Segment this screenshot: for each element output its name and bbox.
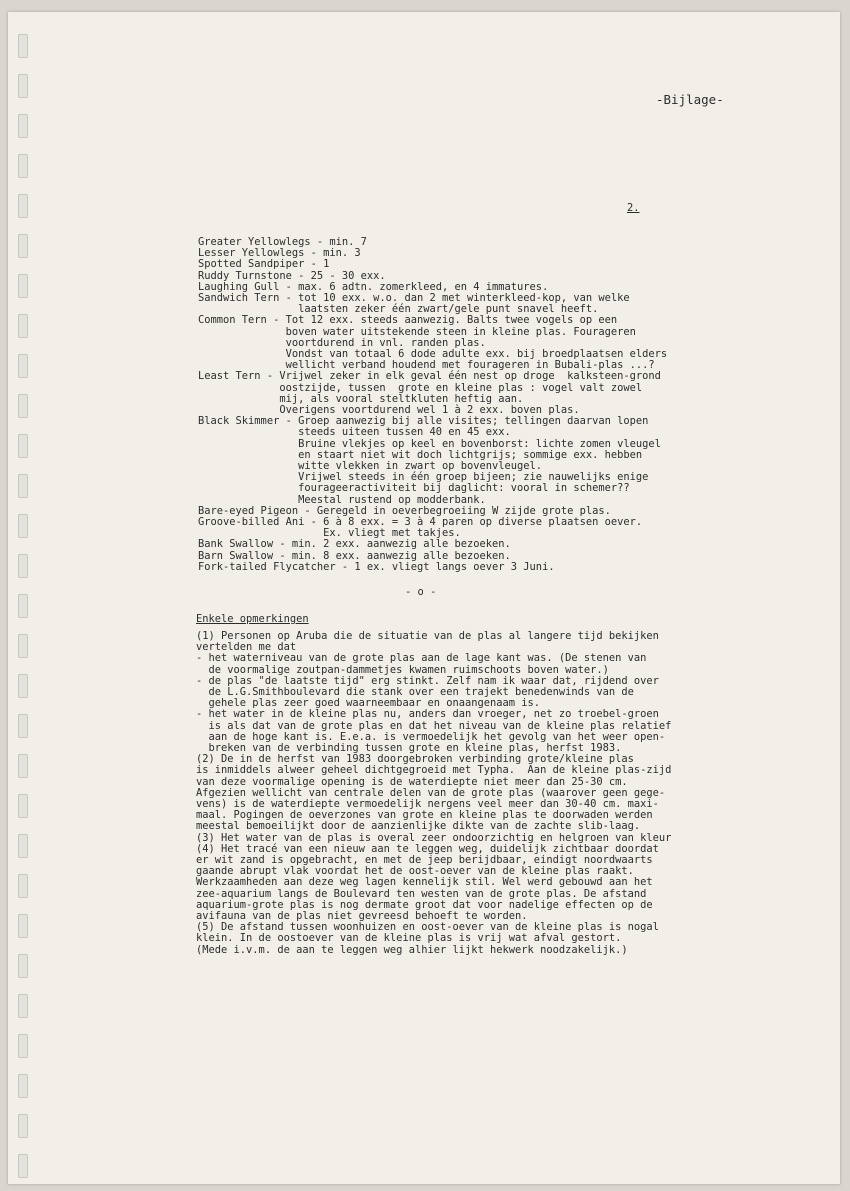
species-line: mij, als vooral steltkluten heftig aan.	[198, 392, 524, 405]
species-line: laatsten zeker één zwart/gele punt snavel heeft.	[198, 303, 599, 316]
binding-hole	[18, 114, 28, 138]
binding-hole	[18, 594, 28, 618]
binding-hole	[18, 474, 28, 498]
remark-line: vertelden me dat	[196, 641, 297, 654]
binding-hole	[18, 154, 28, 178]
species-line: boven water uitstekende steen in kleine plas. Fourageren	[198, 325, 636, 338]
binding-hole	[18, 354, 28, 378]
binding-hole	[18, 74, 28, 98]
binding-hole	[18, 874, 28, 898]
species-line: Fork-tailed Flycatcher - 1 ex. vliegt langs oever 3 Juni.	[198, 560, 555, 573]
remark-line: (2) De in de herfst van 1983 doorgebroken verbinding grote/kleine plas	[196, 753, 634, 766]
binding-hole	[18, 314, 28, 338]
binding-hole	[18, 1114, 28, 1138]
remark-line: er wit zand is opgebracht, en met de jeep berijdbaar, eindigt noordwaarts	[196, 854, 653, 866]
species-line: Black Skimmer - Groep aanwezig bij alle visites; tellingen daarvan lopen	[198, 415, 649, 428]
species-line: Bank Swallow - min. 2 exx. aanwezig alle bezoeken.	[198, 538, 511, 551]
binding-hole	[18, 34, 28, 58]
remark-line: gehele plas zeer goed waarneembaar en onaangenaam is.	[196, 697, 541, 710]
bijlage-label: -Bijlage-	[656, 92, 724, 107]
species-line: Laughing Gull - max. 6 adtn. zomerkleed, en 4 immatures.	[198, 280, 549, 293]
remark-line: (Mede i.v.m. de aan te leggen weg alhier lijkt hekwerk noodzakelijk.)	[196, 943, 628, 956]
species-line: Ex. vliegt met takjes.	[198, 527, 461, 540]
binding-hole	[18, 434, 28, 458]
species-line: steeds uiteen tussen 40 en 45 exx.	[198, 426, 511, 439]
species-line: Spotted Sandpiper - 1	[198, 258, 330, 271]
remark-line: breken van de verbinding tussen grote en kleine plas, herfst 1983.	[196, 742, 622, 754]
species-line: fourageeractiviteit bij daglicht: vooral in schemer??	[198, 482, 630, 495]
species-line: Ruddy Turnstone - 25 - 30 exx.	[198, 269, 386, 282]
binding-hole	[18, 994, 28, 1018]
binding-hole	[18, 554, 28, 578]
species-line: Vondst van totaal 6 dode adulte exx. bij broedplaatsen elders	[198, 348, 668, 360]
remark-line: - het water in de kleine plas nu, anders dan vroeger, net zo troebel-groen	[196, 708, 659, 721]
remark-line: (5) De afstand tussen woonhuizen en oost-oever van de kleine plas is nogal	[196, 921, 659, 934]
remark-line: - de plas "de laatste tijd" erg stinkt. Zelf nam ik waar dat, rijdend over	[196, 674, 659, 687]
remark-line: (1) Personen op Aruba die de situatie van de plas al langere tijd bekijken	[196, 630, 659, 642]
remark-line: gaande abrupt vlak voordat het de oost-oever van de kleine plas raakt.	[196, 865, 634, 878]
binding-hole	[18, 514, 28, 538]
species-line: wellicht verband houdend met fourageren in Bubali-plas ...?	[198, 359, 655, 372]
remark-line: zee-aquarium langs de Boulevard ten westen van de grote plas. De afstand	[196, 887, 647, 900]
species-line: Groove-billed Ani - 6 à 8 exx. = 3 à 4 paren op diverse plaatsen oever.	[198, 516, 643, 528]
binding-hole	[18, 834, 28, 858]
species-line: Common Tern - Tot 12 exx. steeds aanwezig. Balts twee vogels op een	[198, 314, 618, 327]
species-line: Vrijwel steeds in één groep bijeen; zie nauwelijks enige	[198, 471, 649, 484]
remark-line: vens) is de waterdiepte vermoedelijk nergens veel meer dan 30-40 cm. maxi-	[196, 798, 659, 810]
document-page	[8, 12, 840, 1184]
binding-hole	[18, 274, 28, 298]
remark-line: avifauna van de plas niet gevreesd behoeft te worden.	[196, 910, 528, 922]
remark-line: (3) Het water van de plas is overal zeer ondoorzichtig en helgroen van kleur	[196, 831, 672, 844]
remark-line: (4) Het tracé van een nieuw aan te leggen weg, duidelijk zichtbaar doordat	[196, 842, 659, 855]
binding-hole	[18, 234, 28, 258]
remark-line: is inmiddels alweer geheel dichtgegroeid met Typha. Aan de kleine plas-zijd	[196, 764, 672, 777]
remark-line: - het waterniveau van de grote plas aan de lage kant was. (De stenen van	[196, 652, 647, 665]
remark-line: is als dat van de grote plas en dat het niveau van de kleine plas relatief	[196, 719, 672, 732]
remark-line: Afgezien wellicht van centrale delen van de grote plas (waarover geen gege-	[196, 786, 666, 799]
binding-hole	[18, 394, 28, 418]
remark-line: de L.G.Smithboulevard die stank over een trajekt benedenwinds van de	[196, 686, 634, 698]
species-line: Sandwich Tern - tot 10 exx. w.o. dan 2 met winterkleed-kop, van welke	[198, 292, 630, 304]
binding-hole	[18, 194, 28, 218]
species-line: witte vlekken in zwart op bovenvleugel.	[198, 460, 543, 472]
species-line: oostzijde, tussen grote en kleine plas : vogel valt zowel	[198, 381, 643, 394]
species-line: Lesser Yellowlegs - min. 3	[198, 247, 361, 260]
binding-hole	[18, 674, 28, 698]
species-line: Meestal rustend op modderbank.	[198, 493, 486, 506]
species-line: Greater Yellowlegs - min. 7	[198, 236, 367, 248]
species-line: Least Tern - Vrijwel zeker in elk geval één nest op droge kalksteen-grond	[198, 370, 661, 383]
species-line: Bruine vlekjes op keel en bovenborst: lichte zomen vleugel	[198, 437, 661, 450]
remark-line: maal. Pogingen de oeverzones van grote en kleine plas te doorwaden werden	[196, 809, 653, 822]
remark-line: meestal bemoeilijkt door de aanzienlijke dikte van de zachte slib-laag.	[196, 820, 641, 833]
species-line: Barn Swallow - min. 8 exx. aanwezig alle bezoeken.	[198, 549, 511, 562]
remark-line: Werkzaamheden aan deze weg lagen kennelijk stil. Wel werd gebouwd aan het	[196, 876, 653, 889]
binding-hole	[18, 1074, 28, 1098]
page-number: 2.	[627, 202, 640, 214]
remark-line: de voormalige zoutpan-dammetjes kwamen ruimschoots boven water.)	[196, 663, 609, 676]
species-line: voortdurend in vnl. randen plas.	[198, 336, 486, 349]
binding-hole	[18, 954, 28, 978]
binding-hole	[18, 634, 28, 658]
remark-line: van deze voormalige opening is de waterdiepte niet meer dan 25-30 cm.	[196, 775, 628, 788]
binding-hole	[18, 794, 28, 818]
binding-hole	[18, 714, 28, 738]
remark-line: klein. In de oostoever van de kleine plas is vrij wat afval gestort.	[196, 932, 622, 945]
binding-hole	[18, 754, 28, 778]
binding-hole	[18, 1034, 28, 1058]
binding-hole	[18, 1154, 28, 1178]
remark-line: aan de hoge kant is. E.e.a. is vermoedelijk het gevolg van het weer open-	[196, 730, 666, 743]
species-line: Bare-eyed Pigeon - Geregeld in oeverbegroeiing W zijde grote plas.	[198, 504, 611, 517]
species-line: Overigens voortdurend wel 1 à 2 exx. boven plas.	[198, 404, 580, 416]
binding-hole	[18, 914, 28, 938]
remark-line: aquarium-grote plas is nog dermate groot dat voor nadelige effecten op de	[196, 898, 653, 911]
remarks-heading: Enkele opmerkingen	[196, 613, 309, 625]
species-line: en staart niet wit doch lichtgrijs; sommige exx. hebben	[198, 448, 643, 461]
separator: - o -	[405, 586, 437, 598]
